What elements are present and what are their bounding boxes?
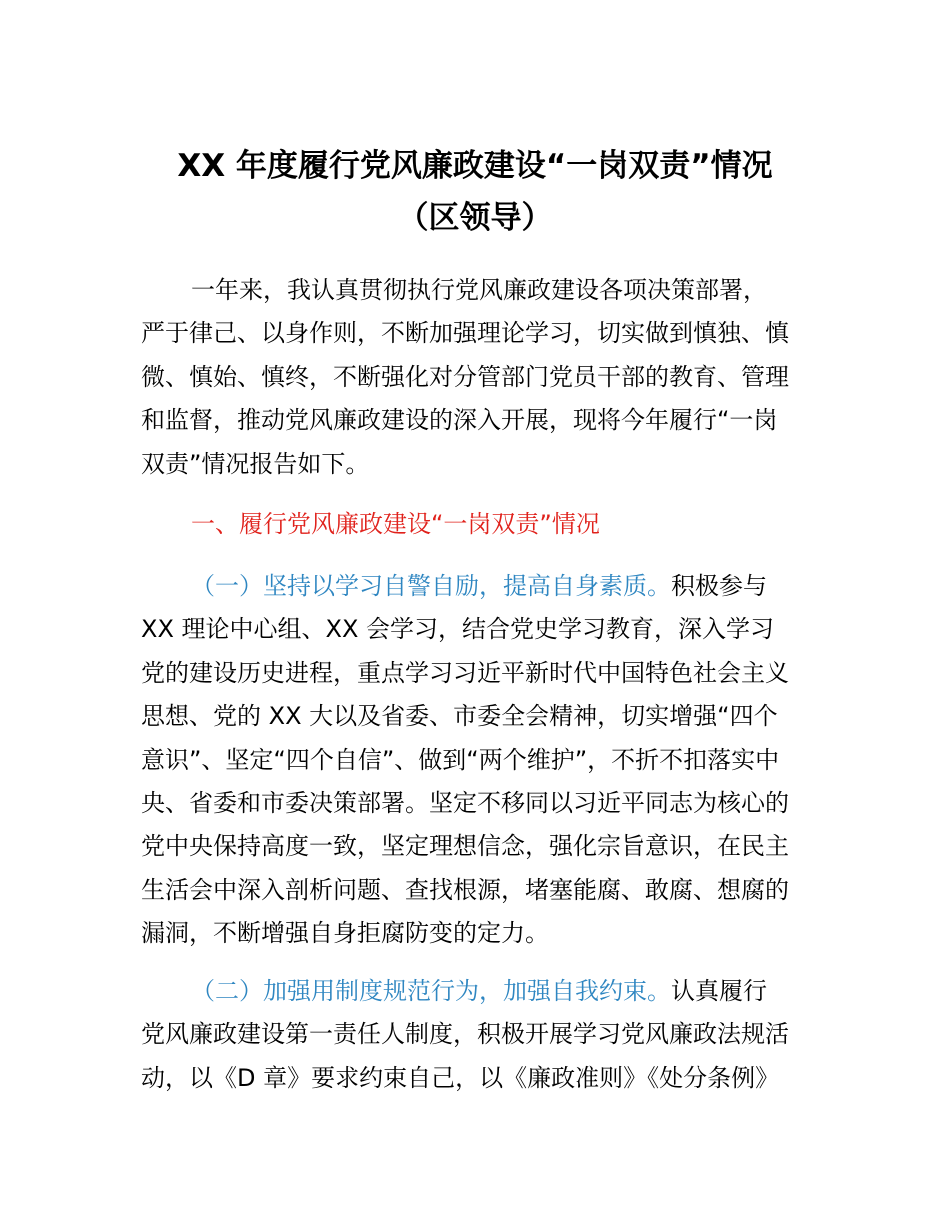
subsection-line: 生活会中深入剖析问题、查找根源，堵塞能腐、敢腐、想腐的 [141, 875, 789, 904]
intro-line: 严于律己、以身作则，不断加强理论学习，切实做到慎独、慎 [141, 319, 789, 348]
subsection-line: 思想、党的 XX 大以及省委、市委全会精神，切实增强“四个 [141, 702, 778, 731]
intro-line: 微、慎始、慎终，不断强化对分管部门党员干部的教育、管理 [141, 362, 789, 391]
subsection-line: 党中央保持高度一致，坚定理想信念，强化宗旨意识，在民主 [141, 832, 789, 861]
section-heading: 一、履行党风廉政建设“一岗双责”情况 [191, 510, 600, 538]
subsection-line: 漏洞，不断增强自身拒腐防变的定力。 [141, 919, 549, 948]
intro-paragraph [141, 269, 821, 486]
intro-line: 一年来，我认真贯彻执行党风廉政建设各项决策部署， [191, 276, 767, 304]
document-subtitle: （区领导） [397, 200, 553, 236]
subsection-line: 动，以《D 章》要求约束自己，以《廉政准则》《处分条例》 [141, 1063, 780, 1092]
subsection-line: 意识”、坚定“四个自信”、做到“两个维护”，不折不扣落实中 [141, 745, 780, 774]
subsection-line: 央、省委和市委决策部署。坚定不移同以习近平同志为核心的 [141, 788, 789, 817]
subsection-line: （一）坚持以学习自警自励，提高自身素质。积极参与 [191, 572, 767, 600]
subsection-line: 党风廉政建设第一责任人制度，积极开展学习党风廉政法规活 [141, 1020, 789, 1049]
subsection-heading: （二）加强用制度规范行为，加强自我约束。 [191, 977, 671, 1005]
document-title: XX 年度履行党风廉政建设“一岗双责”情况 [177, 148, 773, 184]
subsection-2-paragraph [141, 970, 821, 1100]
subsection-heading: （一）坚持以学习自警自励，提高自身素质。 [191, 572, 671, 600]
subsection-line: 党的建设历史进程，重点学习习近平新时代中国特色社会主义 [141, 658, 789, 687]
subsection-line: XX 理论中心组、XX 会学习，结合党史学习教育，深入学习 [141, 615, 775, 644]
subsection-1-paragraph [141, 565, 821, 956]
intro-line: 和监督，推动党风廉政建设的深入开展，现将今年履行“一岗 [141, 406, 778, 435]
intro-line: 双责”情况报告如下。 [141, 449, 370, 478]
subsection-line: （二）加强用制度规范行为，加强自我约束。认真履行 [191, 977, 767, 1005]
